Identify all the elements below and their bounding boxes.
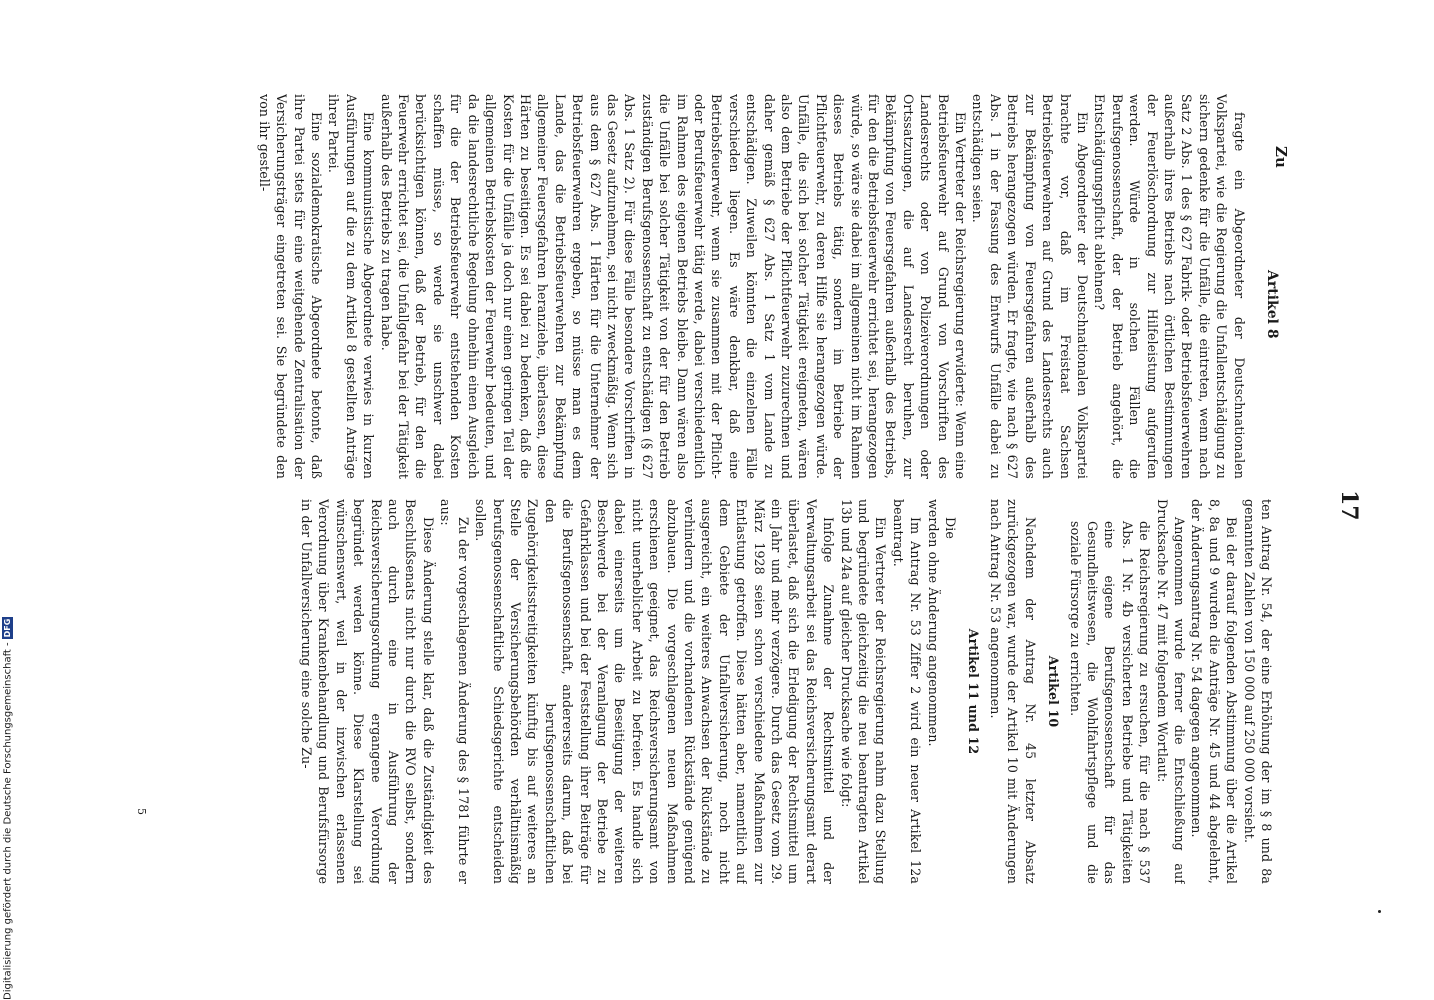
signature-mark: 5 <box>135 808 148 815</box>
paragraph: ten Antrag Nr. 54, der eine Erhöhung der im § 8 und 8a genannten Zahlen von 150 000 auf 250 000 vorsieht. <box>1241 499 1274 884</box>
paragraph: Nachdem der Antrag Nr. 45 letzter Absatz zurückgezogen war, wurde der Artikel 10 mit Änderungen nach Antrag Nr. 53 angenommen. <box>987 499 1038 884</box>
credit-text: Digitalisierung gefördert durch die Deutsche Forschungsgemeinschaft - <box>2 642 14 1000</box>
running-head: Zu <box>1272 146 1290 168</box>
rotated-page <box>140 94 1275 884</box>
quote: die Reichsregierung zu ersuchen, für die nach § 537 Abs. 1 Nr. 4b versicherten Betriebe und Tätigkeiten eine eigene Berufsgenossenschaft für das Gesundheitswesen, die Wohlfahrtspflege und die soziale Fürsorge zu errichten. <box>1067 521 1153 884</box>
text-die: Die <box>943 517 959 539</box>
paragraph: Ein Abgeordneter der Deutschnationalen Volkspartei brachte vor, daß im Freistaat Sachsen Betriebsfeuerwehren auf Grund des Landesrechts auch zur Bekämpfung von Feuersgefahren außerhalb des Betriebs herangezogen würden. Er fragte, wie nach § 627 Abs. 1 in der Fassung des Entwurfs Unfälle dabei zu entschädigen seien. <box>970 94 1090 479</box>
speck <box>1378 910 1381 913</box>
paragraph: Ein Vertreter der Reichsregierung nahm dazu Stellung und begründete gleichzeitig die neu beantragten Artikel 13b und 24a auf gleicher Drucksache wie folgt: <box>838 499 889 884</box>
dfg-credit <box>2 600 14 1000</box>
paragraph: Eine kommunistische Abgeordnete verwies in kurzen Ausführungen auf die zu dem Artikel 8 gestellten Anträge ihrer Partei. <box>326 94 377 479</box>
heading-artikel-8-visible: Artikel 8 <box>1264 270 1280 339</box>
paragraph: werden ohne Änderung angenommen. <box>925 499 941 747</box>
dfg-logo: DFG <box>3 618 12 638</box>
paragraph: Diese Änderung stelle klar, daß die Zuständigkeit des Beschlußsenats nicht nur durch die RVO selbst, sondern auch durch eine in Ausführung der Reichsversicherungsordnung ergangene Verordnung begründet werden könne. Diese Klarstellung sei wünschenswert, weil in der inzwischen erlassenen Verordnung über Krankenbehandlung und Berufsfürsorge in der Unfallversicherung eine solche Zu- <box>299 499 436 884</box>
paragraph: Eine sozialdemokratische Abgeordnete betonte, daß ihre Partei stets für eine weitgehende Zentralisation der Versicherungsträger eingetreten sei. Sie begründete den von ihr gestell- <box>256 94 325 479</box>
paragraph <box>942 499 959 884</box>
heading-artikel-10: Artikel 10 <box>1046 655 1062 728</box>
paragraph: Angenommen wurde ferner die Entschließung auf Drucksache Nr. 47 mit folgendem Wortlaut: <box>1154 499 1187 884</box>
column-b <box>140 499 1275 884</box>
paragraph: Zu der vorgeschlagenen Änderung des § 1781 führte er aus: <box>438 499 471 884</box>
paragraph: Bei der darauf folgenden Abstimmung über die Artikel 8, 8a und 9 wurden die Anträge Nr. 45 und 44 abgelehnt, der Änderungsantrag Nr. 54 dagegen angenommen. <box>1189 499 1240 884</box>
column-a <box>140 94 1275 479</box>
paragraph: fragte ein Abgeordneter der Deutschnationalen Volkspartei, wie die Regierung die Unfallentschädigung zu sichern gedenke für die Unfälle, die eintreten, wenn nach Satz 2 Abs. 1 des § 627 Fabrik- oder Betriebsfeuerwehren außerhalb ihres Betriebs nach örtlichen Bestimmungen der Feuerlöschordnung zur Hilfeleistung aufgerufen werden. Würde in solchen Fällen die Berufsgenossenschaft, der der Betrieb angehört, die Entschädigungspflicht ablehnen? <box>1092 94 1247 479</box>
paragraph: Ein Vertreter der Reichsregierung erwiderte: Wenn eine Betriebsfeuerwehr auf Grund von Vorschriften des Landesrechts oder von Polizeiverordnungen oder Ortssatzungen, die auf Landesrecht beruhen, zur Bekämpfung von Feuersgefahren außerhalb des Betriebs, für den die Betriebsfeuerwehr errichtet sei, herangezogen würde, so wäre sie dabei im allgemeinen nicht im Rahmen dieses Betriebs tätig, sondern im Betriebe der Pflichtfeuerwehr, zu deren Hilfe sie herangezogen würde. Unfälle, die sich bei solcher Tätigkeit ereigneten, wären also dem Betriebe der Pflichtfeuerwehr zuzurechnen und daher gemäß § 627 Abs. 1 Satz 1 vom Lande zu entschädigen. Zuweilen könnten die einzelnen Fälle verschieden liegen. Es wäre denkbar, daß eine Betriebsfeuerwehr, wenn sie zusammen mit der Pflicht- oder Berufsfeuerwehr tätig werde, dabei verschiedentlich im Rahmen des eigenen Betriebs bleibe. Dann wären also die Unfälle bei solcher Tätigkeit von der für den Betrieb zuständigen Berufsgenossenschaft zu entschädigen (§ 627 Abs. 1 Satz 2). Für diese Fälle besondere Vorschriften in das Gesetz aufzunehmen, sei nicht zweckmäßig. Wenn sich aus dem § 627 Abs. 1 Härten für die Unternehmer der Betriebsfeuerwehren ergeben, so müsse man es dem Lande, das die Betriebsfeuerwehren zur Bekämpfung allgemeiner Feuersgefahren heranziehe, überlassen, diese Härten zu beseitigen. Es sei dabei zu bedenken, daß die Kosten für die Unfälle ja doch nur einen geringen Teil der allgemeinen Betriebskosten der Feuerwehr bedeuten, und da die landesrechtliche Regelung ohnehin einen Ausgleich für die der Betriebsfeuerwehr entstehenden Kosten schaffen müsse, so werde sie unschwer dabei berücksichtigen können, daß der Betrieb, für den die Feuerwehr errichtet sei, die Unfallgefahr bei der Tätigkeit außerhalb des Betriebs zu tragen habe. <box>378 94 969 479</box>
paragraph: Im Antrag Nr. 53 Ziffer 2 wird ein neuer Artikel 12a beantragt. <box>890 499 924 884</box>
paragraph: Infolge Zunahme der Rechtsmittel und der Verwaltungsarbeit sei das Reichsversicherungsamt derart überlastet, daß sich die Erledigung der Rechtsmittel um ein Jahr und mehr verzögere. Durch das Gesetz vom 29. März 1928 seien schon verschiedene Maßnahmen zur Entlastung getroffen. Diese hätten aber, namentlich auf dem Gebiete der Unfallversicherung, noch nicht ausgereicht, ein weiteres Anwachsen der Rückstände zu verhindern und die vorhandenen Rückstände genügend abzubauen. Die vorgeschlagenen neuen Maßnahmen erschienen geeignet, das Reichsversicherungsamt von nicht unerheblicher Arbeit zu befreien. Es handle sich dabei einerseits um die Beseitigung der weiteren Beschwerde bei der Veranlagung der Betriebe zu Gefahrklassen und bei der Feststellung ihrer Beiträge für die Berufsgenossenschaft, andererseits darum, daß bei den berufsgenossenschaftlichen Zugehörigkeitsstreitigkeiten künftig bis auf weiteres an Stelle der Versicherungsbehörden verhältnismäßig berufsgenossenschaftliche Schiedsgerichte entscheiden sollen. <box>473 499 837 884</box>
heading-artikel-11-12: Artikel 11 und 12 <box>966 628 982 755</box>
page-number: 17 <box>1336 490 1362 521</box>
